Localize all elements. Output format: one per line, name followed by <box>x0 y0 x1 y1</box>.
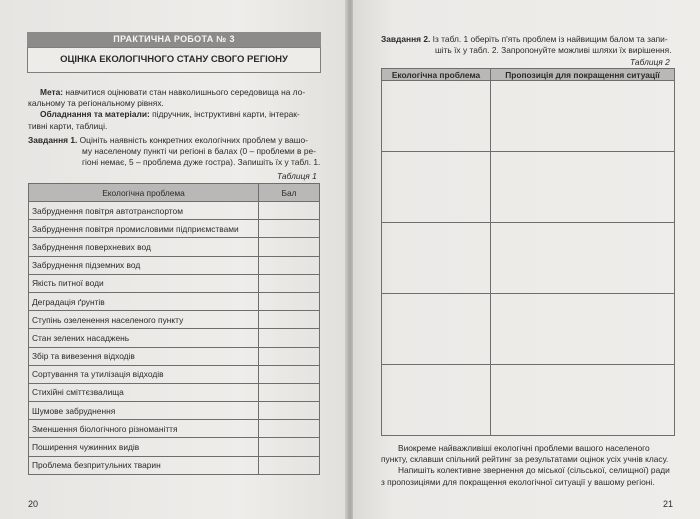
table1-score-cell[interactable] <box>259 456 320 474</box>
table1-problem-cell: Зменшення біологічного різноманіття <box>29 420 259 438</box>
task1-text-3: гіоні немає, 5 – проблема дуже гостра). Запишіть їх у табл. 1. <box>82 157 321 168</box>
materials-label: Обладнання та матеріали: <box>40 109 150 120</box>
table1-row <box>29 402 320 420</box>
table2-header-proposal: Пропозиція для покращення ситуації <box>491 69 675 81</box>
table2-problem-cell[interactable] <box>382 81 491 152</box>
table1-problem-cell: Сортування та утилізація відходів <box>29 365 259 383</box>
table2-row <box>382 152 675 223</box>
table1-row <box>29 238 320 256</box>
closing-text-3: Напишіть колективне звернення до міської (сільської, селищної) ради <box>398 465 670 476</box>
page-number-left: 20 <box>28 499 39 509</box>
closing-text-1: Виокреме найважливіші екологічні проблеми вашого населеного <box>398 443 650 453</box>
task1-text-2: му населеному пункті чи регіоні в балах (0 – проблеми в ре- <box>82 146 316 157</box>
table1-problem-cell: Забруднення повітря промисловими підприємствами <box>29 220 259 238</box>
task2-paragraph <box>381 34 681 56</box>
table1-score-cell[interactable] <box>259 365 320 383</box>
table1-row <box>29 365 320 383</box>
goal-label: Мета: <box>40 87 64 97</box>
table1-row <box>29 256 320 274</box>
table1-problem-cell: Якість питної води <box>29 274 259 292</box>
table1-row <box>29 347 320 365</box>
table2-row <box>382 223 675 294</box>
table-1 <box>28 183 320 475</box>
task2-label: Завдання 2. <box>381 34 431 44</box>
table1-caption: Таблиця 1 <box>277 171 317 181</box>
goal-text-2: кальному та регіональному рівнях. <box>28 98 164 109</box>
table1-problem-cell: Деградація ґрунтів <box>29 292 259 310</box>
left-page <box>0 0 347 519</box>
table1-score-cell[interactable] <box>259 438 320 456</box>
table1-problem-cell: Забруднення повітря автотранспортом <box>29 202 259 220</box>
page-number-right: 21 <box>663 499 674 509</box>
table1-score-cell[interactable] <box>259 274 320 292</box>
table1-header-row <box>29 184 320 202</box>
table1-row <box>29 220 320 238</box>
table1-row <box>29 329 320 347</box>
table-2 <box>381 68 675 436</box>
table1-score-cell[interactable] <box>259 347 320 365</box>
table1-row <box>29 292 320 310</box>
table2-proposal-cell[interactable] <box>491 365 675 436</box>
table1-score-cell[interactable] <box>259 311 320 329</box>
table1-problem-cell: Забруднення поверхневих вод <box>29 238 259 256</box>
table1-score-cell[interactable] <box>259 420 320 438</box>
practical-work-banner: ПРАКТИЧНА РОБОТА № 3 <box>27 32 321 47</box>
table1-problem-cell: Ступінь озеленення населеного пункту <box>29 311 259 329</box>
table1-header-score: Бал <box>259 184 320 202</box>
table1-problem-cell: Забруднення підземних вод <box>29 256 259 274</box>
table1-score-cell[interactable] <box>259 238 320 256</box>
materials-text-2: тивні карти, таблиці. <box>28 120 108 131</box>
task2-text-1: Із табл. 1 оберіть п'ять проблем із найвищим балом та запи- <box>430 34 668 44</box>
table1-score-cell[interactable] <box>259 202 320 220</box>
table2-proposal-cell[interactable] <box>491 81 675 152</box>
table1-score-cell[interactable] <box>259 292 320 310</box>
goal-text-1: навчитися оцінювати стан навколишнього середовища на ло- <box>63 87 306 97</box>
closing-text-2: пункту, склавши спільний рейтинг за результатами оцінок усіх учнів класу. <box>381 454 669 465</box>
table1-row <box>29 202 320 220</box>
table2-caption: Таблиця 2 <box>630 57 670 67</box>
table1-row <box>29 420 320 438</box>
closing-text-4: з пропозиціями для покращення екологічної ситуації у вашому регіоні. <box>381 476 655 487</box>
table2-header-problem: Екологічна проблема <box>382 69 491 81</box>
table2-row <box>382 81 675 152</box>
table2-proposal-cell[interactable] <box>491 152 675 223</box>
table2-problem-cell[interactable] <box>382 294 491 365</box>
task1-paragraph <box>28 135 328 169</box>
table2-row <box>382 294 675 365</box>
table2-proposal-cell[interactable] <box>491 223 675 294</box>
table1-score-cell[interactable] <box>259 383 320 401</box>
table2-header-row <box>382 69 675 81</box>
table2-problem-cell[interactable] <box>382 152 491 223</box>
table1-problem-cell: Стихійні сміттєзвалища <box>29 383 259 401</box>
table2-proposal-cell[interactable] <box>491 294 675 365</box>
table1-score-cell[interactable] <box>259 220 320 238</box>
table2-problem-cell[interactable] <box>382 223 491 294</box>
page-title: ОЦІНКА ЕКОЛОГІЧНОГО СТАНУ СВОГО РЕГІОНУ <box>27 47 321 73</box>
table2-problem-cell[interactable] <box>382 365 491 436</box>
table1-row <box>29 456 320 474</box>
closing-paragraph <box>381 443 681 488</box>
task1-text-1: Оцініть наявність конкретних екологічних проблем у вашо- <box>77 135 308 145</box>
table1-row <box>29 438 320 456</box>
table1-problem-cell: Проблема безпритульних тварин <box>29 456 259 474</box>
table1-score-cell[interactable] <box>259 402 320 420</box>
table1-problem-cell: Стан зелених насаджень <box>29 329 259 347</box>
goal-paragraph <box>28 87 328 132</box>
task2-text-2: шіть їх у табл. 2. Запропонуйте можливі шляхи їх вирішення. <box>435 45 672 56</box>
task1-label: Завдання 1. <box>28 135 78 145</box>
table1-score-cell[interactable] <box>259 256 320 274</box>
table1-score-cell[interactable] <box>259 329 320 347</box>
table1-problem-cell: Поширення чужинних видів <box>29 438 259 456</box>
table1-row <box>29 311 320 329</box>
table1-problem-cell: Збір та вивезення відходів <box>29 347 259 365</box>
materials-text-1: підручник, інструктивні карти, інтерак- <box>149 109 300 120</box>
table1-problem-cell: Шумове забруднення <box>29 402 259 420</box>
table1-header-problem: Екологічна проблема <box>29 184 259 202</box>
table1-row <box>29 274 320 292</box>
table2-row <box>382 365 675 436</box>
table1-row <box>29 383 320 401</box>
